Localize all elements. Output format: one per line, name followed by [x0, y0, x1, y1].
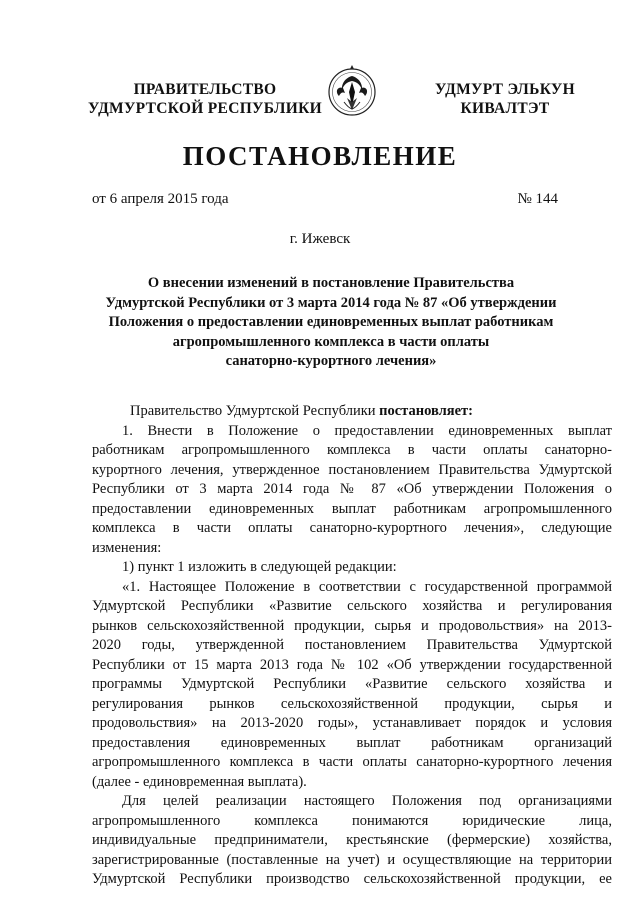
subject-line: агропромышленного комплекса в части оплаты — [172, 333, 490, 350]
body-line: Для целей реализации настоящего Положения под организациями — [122, 793, 612, 809]
body-line: Республики от 15 марта 2013 года № 102 «Об утверждении государственной — [92, 656, 612, 673]
header-left-block — [80, 80, 330, 118]
header-left-line-2: УДМУРТСКОЙ РЕСПУБЛИКИ — [87, 100, 322, 117]
header-left-line-1: ПРАВИТЕЛЬСТВО — [133, 81, 277, 98]
body-line: программы Удмуртской Республики «Развитие сельского хозяйства и — [92, 676, 612, 692]
intro-bold-text: постановляет: — [379, 403, 473, 419]
subject-line: Положения о предоставлении единовременных выплат работникам — [108, 314, 554, 330]
body-line: работникам агропромышленного комплекса в части оплаты санаторно- — [92, 442, 612, 458]
header-right-block — [415, 80, 595, 118]
intro-paragraph — [130, 402, 473, 422]
body-line: агропромышленного комплекса понимаются юридические лица, — [92, 812, 612, 829]
body-line: рынков сельскохозяйственной продукции, сырья и продовольствия» на 2013- — [92, 617, 612, 634]
body-line: Удмуртской Республики «Развитие сельского хозяйства и регулирования — [92, 598, 612, 614]
body-line: предоставления единовременных выплат работникам организаций — [92, 734, 612, 751]
header-right-line-1: УДМУРТ ЭЛЬКУН — [435, 81, 575, 98]
body-line: Удмуртской Республики производство сельскохозяйственной продукции, ее — [92, 871, 612, 887]
body-line: регулирования рынков сельскохозяйственной продукции, сырья и — [92, 695, 612, 712]
document-subject — [100, 274, 562, 372]
document-city: г. Ижевск — [289, 231, 351, 247]
body-line: курортного лечения, утвержденное постановлением Правительства Удмуртской — [92, 461, 612, 478]
subject-line: Удмуртской Республики от 3 марта 2014 года № 87 «Об утверждении — [105, 294, 557, 311]
body-line: 1. Внести в Положение о предоставлении единовременных выплат — [122, 422, 612, 439]
body-line: изменения: — [92, 539, 162, 556]
body-line: Республики от 3 марта 2014 года № 87 «Об утверждении Положения о — [92, 481, 612, 497]
body-line: индивидуальные предприниматели, крестьянские (фермерские) хозяйства, — [92, 832, 612, 848]
body-line: предоставлении единовременных выплат работникам агропромышленного — [92, 500, 612, 517]
body-line: 2020 годы, утвержденной постановлением Правительства Удмуртской — [92, 637, 612, 653]
document-date: от 6 апреля 2015 года — [92, 191, 229, 207]
body-line: «1. Настоящее Положение в соответствии с государственной программой — [122, 578, 612, 595]
body-line: (далее - единовременная выплата). — [92, 773, 307, 790]
document-title: ПОСТАНОВЛЕНИЕ — [182, 141, 458, 171]
subject-line: О внесении изменений в постановление Правительства — [147, 275, 515, 291]
header-right-line-2: КИВАЛТЭТ — [460, 100, 550, 117]
republic-emblem-icon — [327, 62, 377, 120]
intro-text: Правительство Удмуртской Республики — [130, 403, 376, 419]
body-line: продовольствия» на 2013-2020 годы», устанавливает порядок и условия — [92, 715, 612, 731]
body-line: агропромышленного комплекса в части оплаты санаторно-курортного лечения — [92, 754, 612, 770]
body-line: зарегистрированные (поставленные на учет) и осуществляющие на территории — [92, 851, 612, 868]
document-number: № 144 — [517, 191, 558, 207]
body-line: 1) пункт 1 изложить в следующей редакции: — [122, 559, 397, 575]
body-line: комплекса в части оплаты санаторно-курортного лечения», следующие — [92, 520, 612, 536]
subject-line: санаторно-курортного лечения» — [225, 353, 437, 369]
